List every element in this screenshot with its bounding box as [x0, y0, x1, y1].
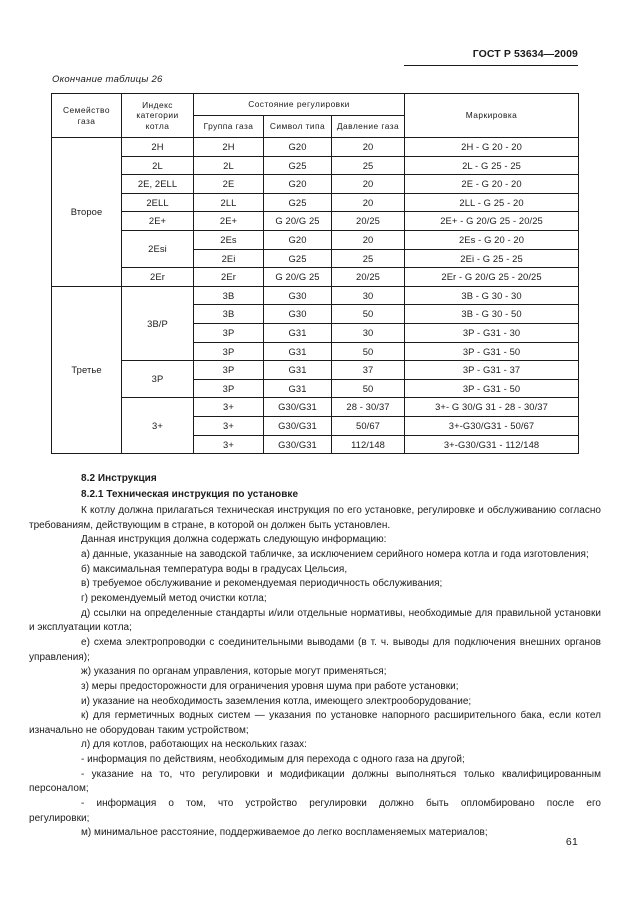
section-8-2	[29, 472, 601, 841]
cell-gas-group: 2L	[194, 156, 264, 175]
cell-marking: 2E - G 20 - 20	[405, 175, 579, 194]
paragraph-6: д) ссылки на определенные стандарты и/или отдельные нормативы, необходимые для правильной установки и эксплуатации котла;	[29, 607, 601, 634]
cell-category-index: 2E+	[122, 212, 194, 231]
cell-marking: 2Es - G 20 - 20	[405, 230, 579, 249]
cell-marking: 3P - G31 - 50	[405, 379, 579, 398]
table-26-container	[51, 93, 578, 454]
table-row	[52, 361, 579, 380]
th-adjustment-state: Состояние регулировки	[194, 94, 405, 116]
cell-gas-group: 3+	[194, 398, 264, 417]
th-gas-group: Группа газа	[194, 116, 264, 138]
table-row	[52, 156, 579, 175]
cell-gas-group: 2Ei	[194, 249, 264, 268]
cell-gas-group: 3B	[194, 305, 264, 324]
cell-gas-group: 3B	[194, 286, 264, 305]
cell-category-index: 3B/P	[122, 286, 194, 360]
table-header	[52, 94, 579, 138]
running-head-rule	[404, 65, 578, 66]
cell-marking: 2Er - G 20/G 25 - 20/25	[405, 268, 579, 287]
cell-gas-pressure: 112/148	[332, 435, 405, 454]
cell-type-symbol: G30/G31	[264, 435, 332, 454]
cell-gas-group: 2LL	[194, 193, 264, 212]
cell-type-symbol: G31	[264, 379, 332, 398]
cell-marking: 2H - G 20 - 20	[405, 138, 579, 157]
table-row	[52, 268, 579, 287]
cell-category-index: 2Esi	[122, 230, 194, 267]
cell-marking: 3+-G30/G31 - 50/67	[405, 416, 579, 435]
cell-type-symbol: G30	[264, 286, 332, 305]
cell-marking: 2Ei - G 25 - 25	[405, 249, 579, 268]
cell-type-symbol: G20	[264, 175, 332, 194]
cell-category-index: 2Er	[122, 268, 194, 287]
cell-gas-pressure: 20	[332, 230, 405, 249]
paragraph-15: - информация о том, что устройство регулировки должно быть опломбировано после его регулировки;	[29, 798, 601, 824]
cell-gas-pressure: 30	[332, 286, 405, 305]
cell-marking: 3+- G 30/G 31 - 28 - 30/37	[405, 398, 579, 417]
cell-category-index: 2E, 2ELL	[122, 175, 194, 194]
paragraph-14: - указание на то, что регулировки и модификации должны выполняться только квалифицированным персоналом;	[29, 768, 601, 795]
th-gas-family-line2: газа	[77, 115, 96, 126]
table-row	[52, 398, 579, 417]
cell-gas-group: 2E+	[194, 212, 264, 231]
heading-8-2: 8.2 Инструкция	[81, 473, 157, 484]
cell-gas-pressure: 50	[332, 305, 405, 324]
cell-type-symbol: G20	[264, 230, 332, 249]
cell-gas-pressure: 50	[332, 342, 405, 361]
heading-8-2-1: 8.2.1 Техническая инструкция по установке	[81, 488, 299, 500]
table-body	[52, 138, 579, 454]
cell-category-index: 3+	[122, 398, 194, 454]
cell-marking: 3B - G 30 - 50	[405, 305, 579, 324]
cell-gas-pressure: 25	[332, 249, 405, 268]
cell-marking: 3P - G31 - 30	[405, 323, 579, 342]
cell-gas-group: 3+	[194, 416, 264, 435]
cell-type-symbol: G 20/G 25	[264, 212, 332, 231]
paragraph-16: м) минимальное расстояние, поддерживаемое до легко воспламеняемых материалов;	[81, 827, 488, 839]
th-type-symbol: Символ типа	[264, 116, 332, 138]
cell-marking: 2L - G 25 - 25	[405, 156, 579, 175]
paragraph-11: к) для герметичных водных систем — указания по установке напорного расширительного бака, если котел изначально не оборудован таким устройством;	[29, 710, 601, 736]
running-head: ГОСТ Р 53634—2009	[472, 48, 578, 60]
cell-marking: 2E+ - G 20/G 25 - 20/25	[405, 212, 579, 231]
table-row	[52, 286, 579, 305]
table-row	[52, 212, 579, 231]
cell-type-symbol: G30/G31	[264, 416, 332, 435]
cell-gas-group: 3P	[194, 361, 264, 380]
table-26	[51, 93, 579, 454]
cell-marking: 3B - G 30 - 30	[405, 286, 579, 305]
th-marking: Маркировка	[405, 94, 579, 138]
cell-category-index: 2ELL	[122, 193, 194, 212]
paragraph-7: е) схема электропроводки с соединительными выводами (в т. ч. выводы для подключения внешних органов управления);	[29, 636, 601, 663]
cell-type-symbol: G25	[264, 156, 332, 175]
cell-type-symbol: G25	[264, 249, 332, 268]
cell-gas-group: 2Er	[194, 268, 264, 287]
table-row	[52, 138, 579, 157]
cell-gas-pressure: 20/25	[332, 268, 405, 287]
th-index-line3: котла	[145, 120, 170, 131]
cell-gas-group: 2H	[194, 138, 264, 157]
cell-category-index: 2H	[122, 138, 194, 157]
cell-gas-pressure: 50/67	[332, 416, 405, 435]
cell-gas-pressure: 37	[332, 361, 405, 380]
cell-gas-pressure: 20/25	[332, 212, 405, 231]
cell-type-symbol: G31	[264, 323, 332, 342]
paragraph-12: л) для котлов, работающих на нескольких газах:	[81, 739, 307, 751]
cell-gas-group: 3P	[194, 379, 264, 398]
cell-marking: 3+-G30/G31 - 112/148	[405, 435, 579, 454]
th-index-line1: Индекс	[142, 100, 173, 111]
cell-gas-group: 3+	[194, 435, 264, 454]
paragraph-9: з) меры предосторожности для ограничения уровня шума при работе установки;	[81, 680, 459, 692]
cell-marking: 2LL - G 25 - 20	[405, 193, 579, 212]
paragraph-10: и) указание на необходимость заземления котла, имеющего электрооборудование;	[81, 695, 472, 707]
paragraph-8: ж) указания по органам управления, которые могут применяться;	[81, 666, 387, 678]
cell-type-symbol: G 20/G 25	[264, 268, 332, 287]
cell-type-symbol: G20	[264, 138, 332, 157]
cell-gas-family: Второе	[52, 138, 122, 287]
cell-marking: 3P - G31 - 37	[405, 361, 579, 380]
cell-gas-pressure: 28 - 30/37	[332, 398, 405, 417]
cell-gas-pressure: 25	[332, 156, 405, 175]
cell-gas-group: 3P	[194, 342, 264, 361]
table-row	[52, 230, 579, 249]
th-gas-family-line1: Семейство	[63, 105, 110, 116]
cell-category-index: 3P	[122, 361, 194, 398]
cell-gas-family: Третье	[52, 286, 122, 453]
th-boiler-category-index	[122, 94, 194, 138]
cell-type-symbol: G30/G31	[264, 398, 332, 417]
cell-type-symbol: G31	[264, 361, 332, 380]
paragraph-5: г) рекомендуемый метод очистки котла;	[81, 593, 267, 605]
cell-gas-pressure: 20	[332, 193, 405, 212]
paragraph-2: а) данные, указанные на заводской табличке, за исключением серийного номера котла и года изготовления;	[81, 549, 589, 561]
table-row	[52, 193, 579, 212]
paragraph-1: Данная инструкция должна содержать следующую информацию:	[81, 534, 387, 546]
cell-type-symbol: G30	[264, 305, 332, 324]
paragraph-4: в) требуемое обслуживание и рекомендуемая периодичность обслуживания;	[81, 578, 443, 590]
cell-gas-group: 3P	[194, 323, 264, 342]
table-row	[52, 175, 579, 194]
th-gas-family	[52, 94, 122, 138]
cell-type-symbol: G25	[264, 193, 332, 212]
table-header-row-1	[52, 94, 579, 116]
page-number: 61	[565, 836, 578, 848]
paragraph-0: К котлу должна прилагаться техническая инструкция по его установке, регулировке и обслуживанию согласно требованиям, действующим в стране, в которой он должен быть установлен.	[29, 505, 601, 531]
table-caption: Окончание таблицы 26	[52, 74, 163, 85]
cell-gas-group: 2E	[194, 175, 264, 194]
cell-category-index: 2L	[122, 156, 194, 175]
paragraph-13: - информация по действиям, необходимым для перехода с одного газа на другой;	[81, 754, 465, 766]
cell-gas-pressure: 20	[332, 138, 405, 157]
th-gas-pressure: Давление газа	[332, 116, 405, 138]
cell-type-symbol: G31	[264, 342, 332, 361]
cell-marking: 3P - G31 - 50	[405, 342, 579, 361]
paragraph-3: б) максимальная температура воды в градусах Цельсия,	[81, 563, 348, 575]
th-index-line2: категории	[136, 110, 179, 121]
cell-gas-pressure: 50	[332, 379, 405, 398]
cell-gas-group: 2Es	[194, 230, 264, 249]
cell-gas-pressure: 20	[332, 175, 405, 194]
cell-gas-pressure: 30	[332, 323, 405, 342]
